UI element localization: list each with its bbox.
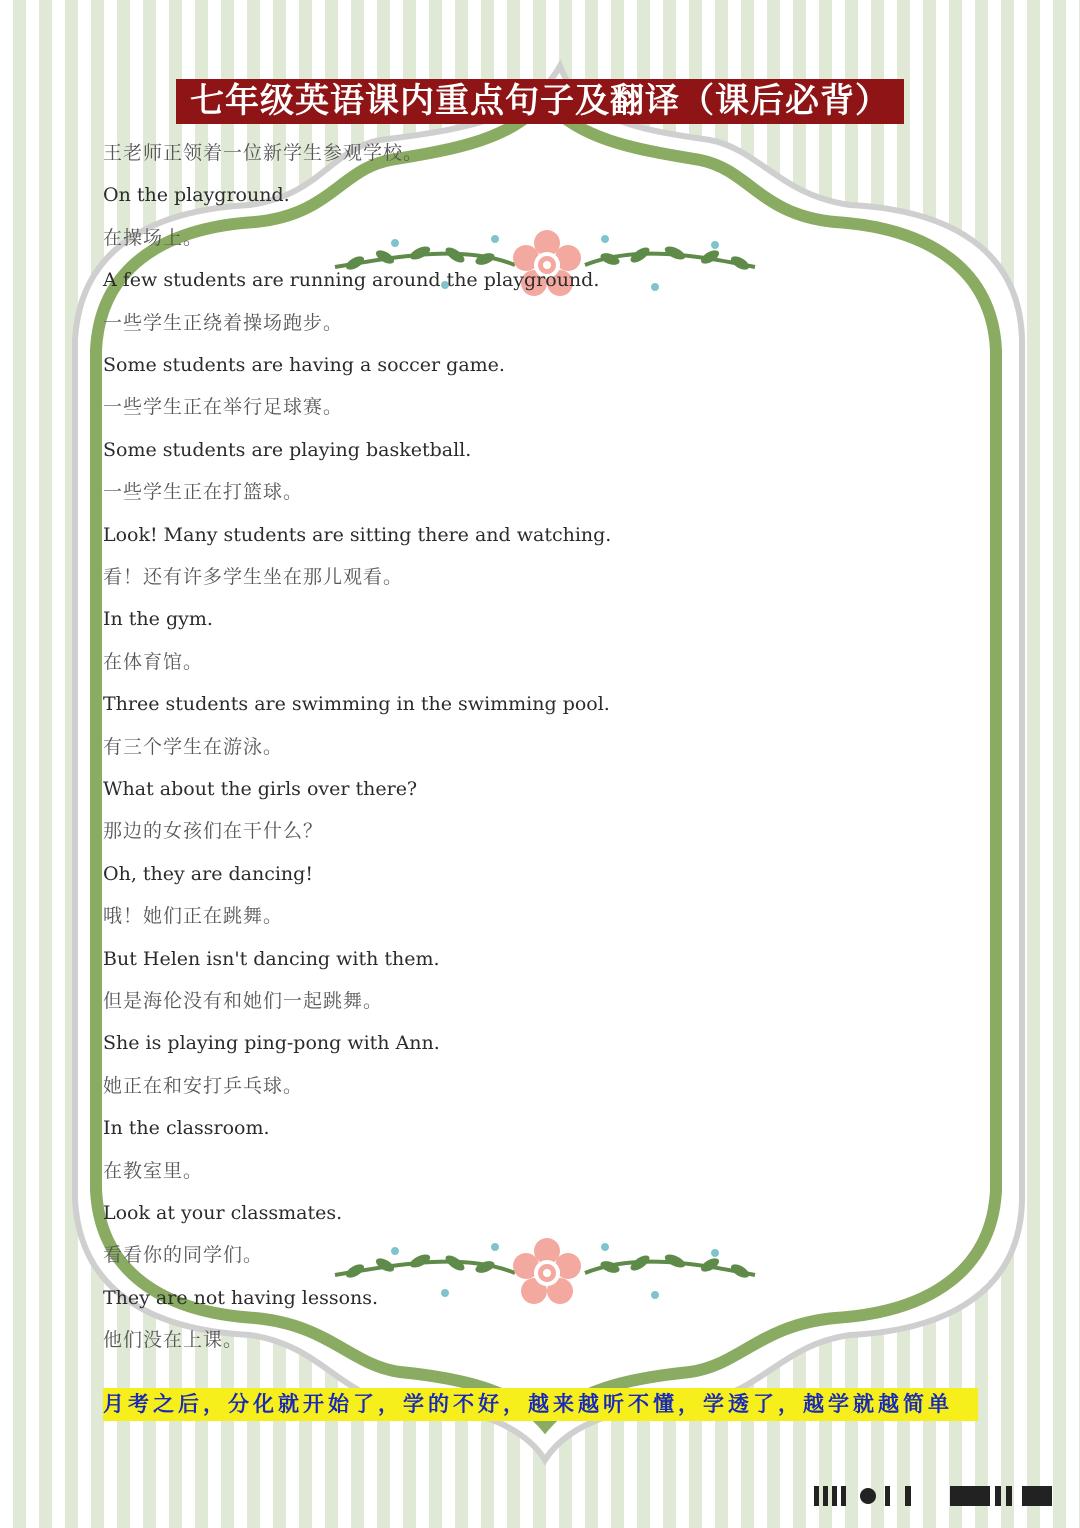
english-sentence: A few students are running around the playground. — [103, 269, 600, 292]
chinese-sentence: 在教室里。 — [103, 1159, 204, 1182]
english-sentence: On the playground. — [103, 184, 290, 207]
chinese-sentence: 在体育馆。 — [103, 650, 204, 673]
chinese-sentence: 在操场上。 — [103, 226, 204, 249]
chinese-sentence: 一些学生正绕着操场跑步。 — [103, 311, 344, 334]
english-sentence: What about the girls over there? — [103, 778, 418, 800]
english-sentence: Look! Many students are sitting there and watching. — [103, 523, 612, 546]
english-sentence: But Helen isn't dancing with them. — [103, 947, 440, 970]
watermark-logo — [810, 1484, 1060, 1508]
english-sentence: Three students are swimming in the swimming pool. — [103, 693, 610, 716]
chinese-sentence: 一些学生正在举行足球赛。 — [103, 396, 344, 419]
chinese-sentence: 王老师正领着一位新学生参观学校。 — [103, 142, 424, 164]
english-sentence: In the classroom. — [103, 1117, 270, 1140]
chinese-sentence: 看！还有许多学生坐在那儿观看。 — [103, 566, 404, 588]
chinese-sentence: 她正在和安打乒乓球。 — [103, 1074, 304, 1097]
english-sentence: In the gym. — [103, 608, 213, 631]
english-sentence: Look at your classmates. — [103, 1202, 343, 1224]
english-sentence: Oh, they are dancing! — [103, 862, 313, 885]
chinese-sentence: 那边的女孩们在干什么？ — [103, 820, 324, 843]
english-sentence: Some students are playing basketball. — [103, 438, 472, 461]
english-sentence: Some students are having a soccer game. — [103, 354, 505, 376]
page-title: 七年级英语课内重点句子及翻译（课后必背） — [176, 79, 904, 124]
english-sentence: They are not having lessons. — [103, 1286, 379, 1309]
chinese-sentence: 有三个学生在游泳。 — [103, 735, 284, 758]
english-sentence: She is playing ping-pong with Ann. — [103, 1032, 440, 1055]
chinese-sentence: 哦！她们正在跳舞。 — [103, 905, 284, 928]
chinese-sentence: 他们没在上课。 — [103, 1329, 244, 1352]
chinese-sentence: 看看你的同学们。 — [103, 1244, 264, 1267]
chinese-sentence: 但是海伦没有和她们一起跳舞。 — [103, 990, 384, 1012]
footer-banner: 月考之后，分化就开始了，学的不好，越来越听不懂，学透了，越学就越简单 — [103, 1388, 978, 1421]
flower-vine-ornament-bottom — [325, 1233, 765, 1313]
chinese-sentence: 一些学生正在打篮球。 — [103, 481, 304, 504]
